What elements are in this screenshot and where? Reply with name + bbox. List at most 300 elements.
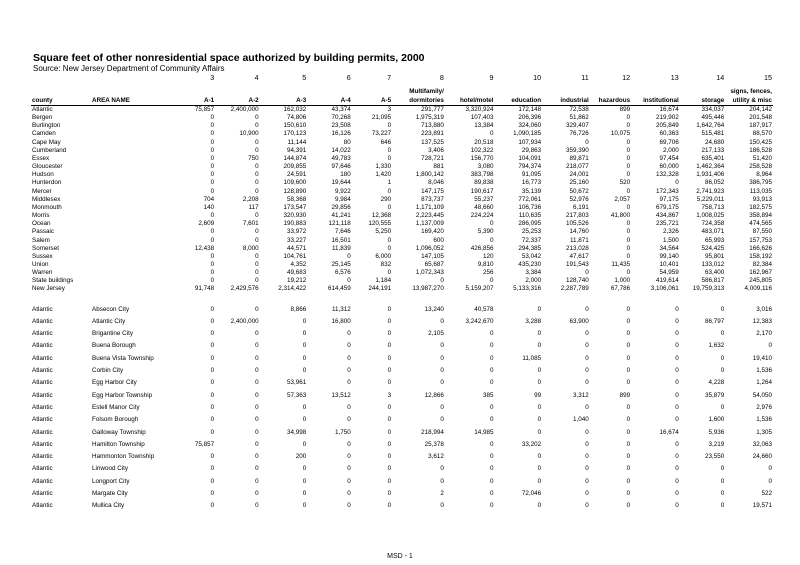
table-cell-14: 150,425 [749, 138, 772, 146]
county-row [31, 171, 773, 179]
municipality-row [31, 427, 773, 439]
table-cell-14: 1,264 [756, 379, 772, 387]
table-cell-12: 0 [675, 391, 679, 399]
table-cell-14: 162,967 [749, 269, 772, 277]
table-cell-2: 0 [210, 354, 215, 362]
table-cell-11: 0 [626, 269, 631, 277]
table-cell-7: 147,105 [421, 252, 444, 260]
table-cell-2: 0 [210, 391, 215, 399]
table-cell-5: 23,508 [331, 122, 351, 130]
table-cell-5: 0 [347, 342, 351, 350]
table-cell-12: 0 [675, 367, 679, 375]
table-cell-11: 899 [619, 106, 631, 113]
table-cell-3: 0 [255, 428, 259, 436]
table-cell-11: 67,786 [610, 285, 631, 293]
table-cell-13: 724,358 [701, 220, 725, 228]
table-cell-11: 0 [626, 305, 631, 313]
table-cell-10: 89,871 [569, 154, 589, 162]
table-cell-10: 11,871 [569, 236, 589, 244]
table-cell-2: 0 [210, 317, 215, 325]
table-cell-7: 13,240 [424, 305, 444, 313]
table-cell-4: 33,227 [287, 236, 307, 244]
table-cell-3: 0 [255, 465, 259, 473]
table-cell-9: 1,090,185 [513, 130, 542, 138]
municipality-row [31, 500, 773, 512]
table-cell-14: 8,964 [756, 171, 772, 179]
table-cell-2: 0 [210, 154, 215, 162]
table-cell-6: 0 [387, 440, 392, 448]
table-cell-7: 218,994 [421, 428, 444, 436]
table-cell-0: Atlantic [32, 379, 53, 387]
column-header-3: A-2 [215, 96, 259, 106]
table-cell-0: Atlantic [32, 440, 53, 448]
table-cell-1 [91, 114, 178, 122]
column-header-line1-4 [260, 88, 308, 96]
table-cell-12: 419,614 [655, 277, 679, 285]
table-cell-13: 1,931,406 [696, 171, 725, 179]
table-cell-12: 0 [675, 477, 679, 485]
table-cell-11: 0 [626, 403, 631, 411]
table-cell-7: 0 [440, 317, 444, 325]
column-header-2: A-1 [178, 96, 215, 106]
table-cell-6: 0 [387, 305, 392, 313]
table-cell-3: 0 [255, 391, 259, 399]
column-header-line1-13 [680, 88, 726, 96]
table-cell-4: 170,123 [283, 130, 307, 138]
table-cell-4: 34,998 [287, 428, 307, 436]
table-cell-3: 0 [255, 269, 259, 277]
table-cell-1: Folsom Borough [92, 416, 139, 424]
table-cell-0: Hudson [32, 171, 54, 179]
table-cell-12: 0 [675, 317, 679, 325]
table-cell-10: 0 [585, 138, 589, 146]
table-cell-0: Salem [32, 236, 50, 244]
table-cell-1 [91, 196, 178, 204]
table-cell-6: 244,191 [368, 285, 392, 293]
table-cell-11: 0 [626, 453, 631, 461]
column-header-4: A-3 [260, 96, 308, 106]
column-number-2: 3 [210, 73, 215, 82]
table-cell-0: Burlington [32, 122, 61, 130]
table-cell-10: 0 [585, 465, 589, 473]
table-cell-11: 0 [626, 187, 631, 195]
column-header-8: hotel/motel [445, 96, 495, 106]
table-cell-5: 16,800 [331, 317, 351, 325]
table-cell-10: 0 [585, 453, 589, 461]
table-cell-5: 9,984 [334, 195, 351, 203]
table-cell-13: 95,801 [705, 252, 725, 260]
table-cell-13: 1,008,025 [696, 212, 725, 220]
table-cell-3: 0 [255, 305, 259, 313]
table-cell-5: 14,022 [331, 146, 351, 154]
table-cell-8: 383,798 [470, 171, 494, 179]
column-header-9: education [495, 96, 543, 106]
table-cell-4: 0 [302, 367, 307, 375]
table-cell-1: Brigantine City [92, 330, 133, 338]
table-cell-1: Egg Harbor Township [92, 391, 153, 399]
table-cell-4: 0 [302, 502, 307, 510]
table-cell-12: 10,401 [659, 260, 679, 268]
table-cell-5: 121,118 [328, 220, 351, 228]
table-cell-1 [91, 122, 178, 130]
table-cell-12: 99,140 [659, 252, 679, 260]
table-cell-8: 48,660 [474, 203, 494, 211]
table-cell-10: 1,040 [572, 416, 589, 424]
table-cell-8: 20,518 [474, 138, 494, 146]
table-cell-6: 0 [387, 403, 392, 411]
table-cell-13: 0 [720, 477, 725, 485]
table-cell-12: 205,849 [655, 122, 679, 130]
table-cell-1: Mullica City [92, 502, 125, 510]
table-cell-7: 2,105 [428, 330, 444, 338]
column-header-line1-9 [495, 88, 543, 96]
table-cell-5: 0 [347, 416, 351, 424]
table-cell-7: 600 [433, 236, 444, 244]
table-cell-1 [91, 277, 178, 285]
table-cell-14: 522 [761, 490, 772, 498]
municipality-row [31, 414, 773, 426]
table-cell-2: 0 [210, 379, 215, 387]
table-cell-11: 0 [626, 330, 631, 338]
table-cell-6: 3 [387, 391, 392, 399]
table-cell-7: 1,171,109 [415, 203, 444, 211]
table-cell-5: 0 [347, 277, 351, 285]
table-cell-11: 0 [626, 379, 631, 387]
table-cell-6: 0 [387, 236, 392, 244]
table-cell-10: 329,407 [565, 122, 589, 130]
table-cell-3: 8,000 [242, 244, 259, 252]
table-cell-2: 2,609 [198, 220, 215, 228]
county-row [31, 253, 773, 261]
table-cell-10: 14,760 [569, 228, 589, 236]
table-cell-5: 13,512 [331, 391, 351, 399]
table-cell-13: 217,133 [701, 146, 725, 154]
column-header-line1-11 [590, 88, 631, 96]
table-cell-6: 0 [387, 502, 392, 510]
table-cell-13: 0 [720, 490, 725, 498]
table-cell-1 [91, 171, 178, 179]
table-cell-11: 0 [626, 502, 631, 510]
table-cell-2: 0 [210, 490, 215, 498]
table-cell-5: 70,268 [331, 114, 351, 122]
table-cell-6: 0 [387, 330, 392, 338]
table-cell-12: 0 [675, 490, 679, 498]
table-cell-12: 97,454 [659, 154, 679, 162]
table-cell-13: 63,400 [705, 269, 725, 277]
table-cell-9: 0 [537, 305, 542, 313]
table-cell-6: 21,095 [371, 114, 392, 122]
municipality-row [31, 402, 773, 414]
table-cell-4: 144,874 [283, 154, 307, 162]
column-header-line1-6 [352, 88, 392, 96]
table-cell-6: 120,555 [368, 220, 392, 228]
table-cell-1 [91, 220, 178, 228]
table-cell-2: 0 [210, 236, 215, 244]
table-cell-9: 0 [537, 465, 542, 473]
table-cell-9: 0 [537, 367, 542, 375]
table-cell-8: 89,838 [474, 179, 494, 187]
page-footer: MSD - 1 [387, 553, 413, 560]
table-cell-10: 76,726 [569, 130, 589, 138]
table-cell-13: 5,936 [708, 428, 725, 436]
table-cell-4: 24,591 [287, 171, 307, 179]
table-cell-4: 0 [302, 330, 307, 338]
table-cell-1: Linwood City [92, 465, 129, 473]
table-cell-9: 286,095 [518, 220, 542, 228]
table-cell-12: 0 [675, 179, 679, 187]
table-cell-4: 0 [302, 317, 307, 325]
table-cell-3: 0 [255, 367, 259, 375]
table-cell-12: 0 [675, 416, 679, 424]
table-cell-12: 2,000 [662, 146, 679, 154]
table-cell-0: Atlantic [32, 106, 53, 113]
table-cell-11: 0 [626, 203, 631, 211]
table-cell-13: 23,550 [705, 453, 725, 461]
county-section [31, 106, 773, 294]
table-cell-4: 104,761 [283, 252, 307, 260]
table-cell-7: 169,420 [421, 228, 444, 236]
table-cell-1: Egg Harbor City [92, 379, 137, 387]
table-cell-10: 359,390 [565, 146, 589, 154]
table-cell-6: 73,227 [371, 130, 392, 138]
table-cell-4: 190,883 [283, 220, 307, 228]
table-cell-14: 4,009,116 [744, 285, 772, 293]
table-cell-9: 110,635 [518, 212, 542, 220]
table-cell-0: Atlantic [32, 354, 53, 362]
table-cell-1: Absecon City [92, 305, 130, 313]
table-cell-8: 0 [490, 453, 494, 461]
table-cell-3: 2,400,000 [230, 317, 259, 325]
table-cell-0: Somerset [32, 244, 59, 252]
table-cell-6: 0 [387, 453, 392, 461]
table-cell-7: 0 [440, 502, 444, 510]
table-cell-10: 218,077 [565, 163, 589, 171]
table-cell-0: Essex [32, 154, 50, 162]
table-cell-8: 55,237 [474, 195, 494, 203]
table-cell-12: 132,328 [655, 171, 679, 179]
table-cell-11: 2,057 [614, 195, 631, 203]
table-cell-0: Atlantic [32, 490, 53, 498]
table-cell-11: 0 [626, 477, 631, 485]
table-cell-9: 0 [537, 428, 542, 436]
table-cell-11: 0 [626, 367, 631, 375]
table-cell-1: Hamilton Township [92, 440, 145, 448]
municipality-row [31, 340, 773, 352]
table-cell-2: 0 [210, 330, 215, 338]
table-cell-3: 0 [255, 379, 259, 387]
table-cell-4: 74,806 [287, 114, 307, 122]
table-cell-2: 140 [203, 203, 215, 211]
table-cell-2: 0 [210, 114, 215, 122]
table-cell-8: 5,159,207 [465, 285, 494, 293]
table-cell-6: 0 [387, 269, 392, 277]
table-cell-14: 158,192 [749, 252, 772, 260]
municipality-row [31, 463, 773, 475]
table-cell-13: 5,229,011 [696, 195, 725, 203]
table-cell-0: Cumberland [32, 146, 67, 154]
table-cell-11: 0 [626, 428, 631, 436]
table-cell-13: 524,425 [701, 244, 725, 252]
table-cell-12: 0 [675, 465, 679, 473]
table-cell-3: 0 [255, 403, 259, 411]
table-cell-0: Atlantic [32, 465, 53, 473]
table-cell-4: 19,212 [287, 277, 307, 285]
table-cell-1 [91, 163, 178, 171]
table-cell-2: 0 [210, 465, 215, 473]
county-row [31, 228, 773, 236]
table-cell-4: 58,368 [287, 195, 307, 203]
table-cell-1 [91, 139, 178, 147]
table-cell-8: 0 [490, 342, 494, 350]
permits-table [31, 72, 773, 513]
table-cell-8: 0 [490, 440, 494, 448]
table-cell-14: 204,142 [749, 106, 772, 113]
table-cell-1: Hammonton Township [92, 453, 155, 461]
table-cell-0: Atlantic [32, 317, 53, 325]
table-cell-3: 0 [255, 146, 259, 154]
table-cell-5: 0 [347, 502, 351, 510]
table-cell-2: 0 [210, 428, 215, 436]
table-cell-10: 25,160 [569, 179, 589, 187]
table-cell-12: 54,959 [659, 269, 679, 277]
table-cell-4: 200 [295, 453, 307, 461]
table-cell-6: 0 [387, 354, 392, 362]
table-cell-11: 0 [626, 236, 631, 244]
table-cell-11: 0 [626, 490, 631, 498]
table-cell-6: 12,368 [371, 212, 392, 220]
table-cell-2: 0 [210, 403, 215, 411]
section-gap [31, 294, 773, 304]
table-cell-4: 173,547 [283, 203, 307, 211]
county-row [31, 155, 773, 163]
table-cell-9: 435,230 [518, 260, 542, 268]
table-cell-2: 0 [210, 260, 215, 268]
table-cell-4: 2,314,422 [278, 285, 307, 293]
table-cell-13: 133,012 [701, 260, 725, 268]
table-cell-2: 0 [210, 252, 215, 260]
table-cell-5: 0 [347, 465, 351, 473]
table-cell-2: 0 [210, 179, 215, 187]
table-cell-5: 6,576 [334, 269, 351, 277]
table-cell-1: Longport City [92, 477, 130, 485]
table-cell-0: Atlantic [32, 416, 53, 424]
county-row [31, 261, 773, 269]
table-cell-5: 0 [347, 330, 351, 338]
table-cell-8: 0 [490, 465, 494, 473]
table-cell-13: 35,879 [705, 391, 725, 399]
table-cell-13: 0 [720, 465, 725, 473]
table-header [31, 72, 773, 106]
table-cell-14: 1,305 [756, 428, 772, 436]
table-cell-4: 209,855 [283, 163, 307, 171]
table-cell-3: 117 [248, 203, 259, 211]
table-cell-13: 635,401 [701, 154, 725, 162]
table-cell-7: 1,072,343 [415, 269, 444, 277]
table-cell-1 [91, 106, 178, 115]
table-cell-9: 0 [537, 502, 542, 510]
table-cell-4: 53,961 [287, 379, 307, 387]
table-cell-6: 5,250 [375, 228, 392, 236]
table-cell-5: 614,459 [327, 285, 351, 293]
table-cell-10: 128,740 [565, 277, 589, 285]
table-cell-6: 0 [387, 367, 392, 375]
table-cell-10: 0 [585, 502, 589, 510]
table-cell-9: 5,133,316 [513, 285, 542, 293]
table-cell-5: 0 [347, 252, 351, 260]
table-cell-14: 386,795 [749, 179, 772, 187]
table-cell-13: 0 [720, 354, 725, 362]
table-cell-12: 219,902 [655, 114, 679, 122]
table-cell-13: 0 [720, 502, 725, 510]
table-cell-0: Union [32, 260, 49, 268]
table-cell-1 [91, 245, 178, 253]
column-number-12: 13 [670, 73, 679, 82]
table-cell-9: 206,396 [518, 114, 542, 122]
table-cell-12: 69,706 [659, 138, 679, 146]
column-number-11: 12 [622, 73, 631, 82]
table-cell-8: 5,390 [477, 228, 494, 236]
table-cell-14: 258,528 [749, 163, 772, 171]
table-cell-14: 1,536 [756, 416, 772, 424]
table-cell-10: 191,543 [565, 260, 589, 268]
table-cell-7: 0 [440, 416, 444, 424]
table-cell-3: 0 [255, 236, 259, 244]
report-title: Square feet of other nonresidential space authorized by building permits, 2000 [33, 52, 425, 64]
table-cell-6: 0 [387, 416, 392, 424]
table-cell-0: Sussex [32, 252, 53, 260]
table-cell-13: 1,632 [708, 342, 725, 350]
table-cell-8: 256 [483, 269, 494, 277]
table-cell-7: 223,891 [421, 130, 444, 138]
table-cell-0: Atlantic [32, 305, 53, 313]
table-cell-7: 2,223,445 [415, 212, 444, 220]
table-cell-7: 0 [440, 367, 444, 375]
table-cell-6: 1,420 [375, 171, 392, 179]
table-cell-0: Atlantic [32, 477, 53, 485]
table-cell-7: 0 [440, 277, 444, 285]
table-cell-1: Margate City [92, 490, 128, 498]
table-cell-0: Cape May [32, 138, 61, 146]
table-cell-2: 0 [210, 342, 215, 350]
table-cell-13: 495,446 [701, 114, 725, 122]
table-cell-8: 0 [490, 502, 494, 510]
table-cell-7: 873,737 [421, 195, 444, 203]
table-cell-10: 0 [585, 305, 589, 313]
column-number-4: 5 [302, 73, 307, 82]
table-cell-11: 0 [626, 354, 631, 362]
table-cell-7: 1,975,319 [415, 114, 444, 122]
table-cell-2: 0 [210, 171, 215, 179]
column-header-13: storage [680, 96, 726, 106]
table-cell-12: 97,175 [659, 195, 679, 203]
table-cell-0: State buildings [32, 277, 74, 285]
table-cell-6: 0 [387, 187, 392, 195]
table-cell-14: 358,894 [749, 212, 772, 220]
column-header-line1-1 [91, 88, 178, 96]
table-cell-7: 137,525 [421, 138, 444, 146]
table-cell-13: 334,037 [701, 106, 725, 113]
table-cell-3: 7,601 [242, 220, 259, 228]
table-cell-1 [91, 155, 178, 163]
table-cell-5: 0 [347, 367, 351, 375]
table-cell-14: 0 [768, 465, 772, 473]
table-cell-6: 832 [380, 260, 392, 268]
table-cell-12: 0 [675, 403, 679, 411]
table-cell-8: 190,617 [470, 187, 494, 195]
table-cell-4: 49,683 [287, 269, 307, 277]
municipality-row [31, 476, 773, 488]
table-cell-1 [91, 285, 178, 293]
